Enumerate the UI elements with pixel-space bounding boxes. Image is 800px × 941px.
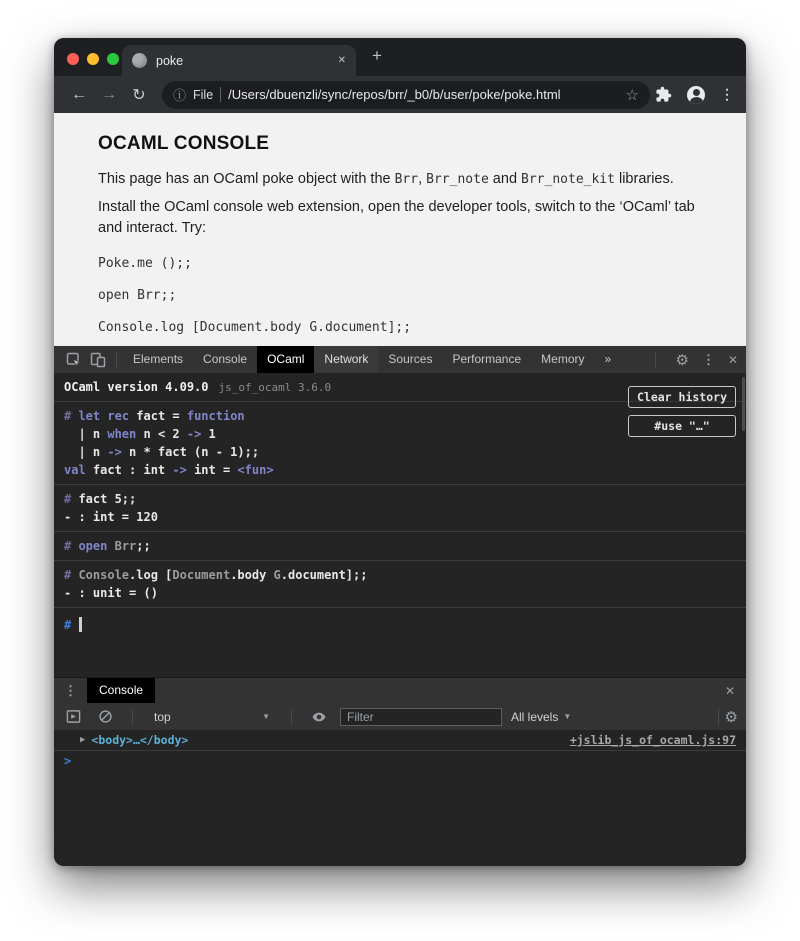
clear-console-icon[interactable] bbox=[98, 709, 113, 724]
ocaml-panel-buttons bbox=[628, 386, 736, 437]
scrollbar-thumb[interactable] bbox=[742, 377, 745, 431]
info-icon[interactable]: ⓘ bbox=[173, 88, 187, 103]
eye-icon[interactable] bbox=[311, 709, 327, 725]
devtools-tab-memory[interactable]: Memory bbox=[541, 352, 585, 366]
page-title: OCAML CONSOLE bbox=[98, 133, 270, 154]
device-toolbar-icon[interactable] bbox=[90, 352, 106, 368]
repl-entry: # open Brr;; bbox=[54, 532, 746, 561]
use-file-button[interactable]: #use "…" bbox=[628, 415, 736, 437]
page-code-line: open Brr;; bbox=[98, 288, 177, 303]
omnibox-divider bbox=[220, 87, 221, 102]
console-prompt-chevron: > bbox=[64, 754, 72, 768]
repl-prompt: # bbox=[64, 617, 72, 632]
omnibox[interactable] bbox=[162, 81, 650, 109]
intro-segment: Brr_note bbox=[426, 172, 489, 187]
toolbar-divider bbox=[291, 709, 292, 725]
browser-menu-icon[interactable]: ⋮ bbox=[720, 86, 734, 102]
devtools-tab-elements[interactable]: Elements bbox=[133, 352, 184, 366]
zoom-window-button[interactable] bbox=[107, 53, 119, 65]
console-empty-area bbox=[54, 771, 746, 866]
forward-button[interactable]: → bbox=[101, 85, 117, 103]
context-label: top bbox=[154, 709, 171, 724]
context-selector[interactable] bbox=[148, 710, 276, 724]
intro-segment: libraries. bbox=[614, 171, 674, 187]
file-scheme-label: File bbox=[193, 87, 214, 102]
toolbar-divider bbox=[132, 709, 133, 725]
toolbar-divider bbox=[655, 352, 656, 368]
reload-button[interactable]: ↻ bbox=[132, 86, 146, 104]
devtools-tab-ocaml[interactable]: OCaml bbox=[257, 346, 314, 373]
show-sidebar-icon[interactable] bbox=[66, 709, 81, 724]
ocaml-panel bbox=[54, 373, 746, 677]
console-settings-icon[interactable]: ⚙ bbox=[724, 708, 738, 726]
tab-title: poke bbox=[156, 53, 184, 68]
jsoo-version: js_of_ocaml 3.6.0 bbox=[218, 380, 332, 394]
page-code-line: Console.log [Document.body G.document];; bbox=[98, 320, 412, 335]
text-cursor bbox=[79, 617, 82, 632]
devtools-tab-console[interactable]: Console bbox=[203, 352, 248, 366]
extensions-icon[interactable] bbox=[655, 86, 672, 103]
page-code-lines bbox=[98, 256, 702, 335]
browser-toolbar bbox=[54, 76, 746, 113]
profile-avatar-icon[interactable] bbox=[687, 86, 705, 104]
intro-paragraph bbox=[98, 171, 702, 187]
repl-entry: # Console.log [Document.body G.document];; - : unit = () bbox=[54, 561, 746, 608]
console-prompt-row[interactable] bbox=[54, 751, 746, 771]
filter-input[interactable] bbox=[340, 708, 502, 726]
intro-segment: Brr_note_kit bbox=[521, 172, 615, 187]
chevron-down-icon: ▼ bbox=[563, 712, 572, 721]
clear-history-button[interactable]: Clear history bbox=[628, 386, 736, 408]
new-tab-button[interactable]: + bbox=[372, 46, 382, 65]
back-button[interactable]: ← bbox=[71, 85, 87, 103]
devtools-settings-icon[interactable]: ⚙ bbox=[675, 351, 689, 369]
inspect-element-icon[interactable] bbox=[66, 352, 82, 368]
devtools-tab-more[interactable]: » bbox=[604, 352, 612, 366]
ocaml-version: OCaml version 4.09.0 bbox=[64, 380, 209, 394]
intro-segment: , bbox=[418, 171, 427, 187]
devtools-close-icon[interactable]: ✕ bbox=[727, 352, 738, 367]
console-message-row bbox=[54, 730, 746, 751]
intro-segment: Brr bbox=[394, 172, 419, 187]
repl-entry: # let rec fact = function | n when n < 2 -> 1 | n -> n * fact (n - 1);; val fact : int -> int = <fun> bbox=[54, 402, 746, 485]
minimize-window-button[interactable] bbox=[87, 53, 99, 65]
instructions-paragraph: Install the OCaml console web extension, open the developer tools, switch to the ‘OCaml’ tab and interact. Try: bbox=[98, 199, 695, 236]
console-toolbar bbox=[54, 703, 746, 730]
devtools-tabs bbox=[123, 346, 621, 373]
browser-actions bbox=[655, 86, 734, 104]
dom-node-link[interactable]: <body>…</body> bbox=[91, 733, 189, 747]
chevron-down-icon: ▼ bbox=[262, 712, 270, 721]
url-text[interactable]: /Users/dbuenzli/sync/repos/brr/_b0/b/user/poke/poke.html bbox=[228, 87, 561, 102]
log-level-selector[interactable] bbox=[511, 710, 571, 724]
devtools-tab-performance[interactable]: Performance bbox=[452, 352, 522, 366]
drawer-close-icon[interactable]: ✕ bbox=[724, 683, 735, 698]
intro-segment: and bbox=[488, 171, 522, 187]
bookmark-icon[interactable]: ☆ bbox=[625, 86, 639, 104]
devtools-menu-icon[interactable]: ⋮ bbox=[701, 351, 715, 367]
page-favicon-icon bbox=[132, 53, 147, 68]
page-code-line: Poke.me ();; bbox=[98, 256, 192, 271]
source-location-link[interactable]: +jslib_js_of_ocaml.js:97 bbox=[569, 733, 736, 747]
drawer-tab-console[interactable]: Console bbox=[87, 678, 155, 703]
repl-entry: # fact 5;; - : int = 120 bbox=[54, 485, 746, 532]
toolbar-divider bbox=[718, 709, 719, 725]
title-bar bbox=[54, 38, 746, 76]
devtools-tabbar bbox=[54, 346, 746, 373]
devtools-right-actions bbox=[649, 351, 738, 369]
repl-input[interactable] bbox=[54, 608, 746, 641]
log-level-label: All levels bbox=[511, 709, 559, 724]
browser-tab[interactable] bbox=[122, 45, 356, 76]
traffic-lights bbox=[67, 53, 119, 65]
expand-triangle-icon[interactable]: ▶ bbox=[80, 735, 86, 745]
devtools-tab-network[interactable]: Network bbox=[314, 346, 378, 373]
intro-segment: This page has an OCaml poke object with the bbox=[98, 171, 395, 187]
close-window-button[interactable] bbox=[67, 53, 79, 65]
tab-close-icon[interactable]: ✕ bbox=[337, 55, 346, 66]
page-content bbox=[54, 113, 746, 346]
drawer-header bbox=[54, 677, 746, 703]
browser-window bbox=[54, 38, 746, 866]
devtools-tab-sources[interactable]: Sources bbox=[388, 352, 433, 366]
drawer-menu-icon[interactable]: ⋮ bbox=[64, 682, 77, 698]
toolbar-divider bbox=[116, 352, 117, 368]
